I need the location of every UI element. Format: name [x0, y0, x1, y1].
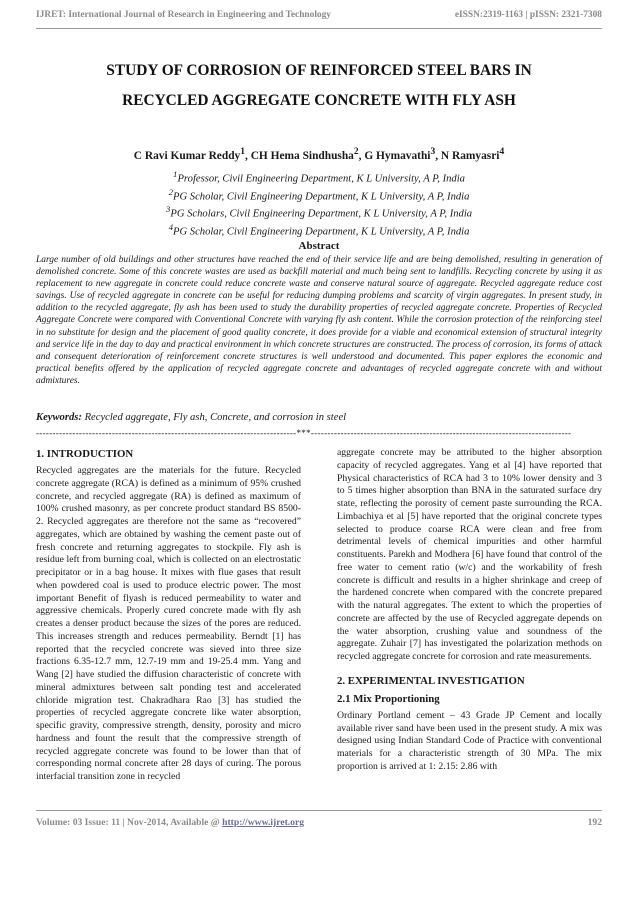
footer-rule: [36, 810, 602, 811]
affiliation-text: PG Scholar, Civil Engineering Department, K L University, A P, India: [173, 226, 470, 238]
affiliation-sup: 1: [173, 169, 178, 179]
running-footer: [36, 817, 602, 828]
author-sup: 4: [499, 147, 505, 157]
page-number: 192: [587, 817, 602, 828]
right-column: [337, 447, 602, 774]
journal-url-link[interactable]: http://www.ijret.org: [222, 817, 305, 828]
author-name: CH Hema Sindhusha: [250, 149, 354, 162]
affiliations: [10, 168, 628, 238]
affiliation-line: [10, 186, 628, 204]
author-name: N Ramyasri: [440, 149, 500, 162]
abstract-heading: Abstract: [298, 240, 340, 252]
author-sup: 2: [353, 147, 359, 157]
title-line-2: RECYCLED AGGREGATE CONCRETE WITH FLY ASH: [122, 92, 516, 109]
author-sup: 3: [430, 147, 436, 157]
affiliation-text: PG Scholars, Civil Engineering Department, K L University, A P, India: [170, 208, 473, 220]
affiliation-text: PG Scholar, Civil Engineering Department, K L University, A P, India: [173, 191, 470, 203]
section-separator: [36, 428, 602, 440]
journal-name: IJRET: International Journal of Research in Engineering and Technology: [36, 10, 331, 20]
abstract-text: Large number of old buildings and other structures have reached the end of their service life and are being demolished, resulting in generation of demolished concrete. Some of this concrete wastes are used as backfill material and much being sent to landfills. Recycling concrete by using it as replacement to new aggregate in concrete could reduce concrete waste and conserve natural source of aggregate. Recycled aggregate reduce cost savings. Use of recycled aggregate in concrete can be useful for reducing dumping problems and scarcity of virgin aggregates. In present study, in addition to the recycled aggregate, fly ash has been used to study the durability properties of recycled aggregate concrete. Properties of Recycled Aggregate Concrete were compared with Conventional Concrete with varying fly ash content. While the corrosion protection of the reinforcing steel in no substitute for design and the placement of good quality concrete, it does provide for a viable and economical extension of structural integrity and service life in the day to day and practical environment in which concrete structures are constructed. The process of corrosion, its forms of attack and consequent deterioration of reinforcement concrete structures is well understood and documented. This paper explores the economic and practical benefits offered by the application of recycled aggregate concrete and advantages of recycled aggregate concrete with and without admixtures.: [36, 255, 602, 386]
affiliation-sup: 2: [168, 186, 173, 197]
affiliation-line: [10, 168, 628, 186]
introduction-continued-text: aggregate concrete may be attributed to the higher absorption capacity of recycled aggregates. Yang et al [4] have reported that Physical characteristics of RCA had 3 to 10% lower density and 3 to 5 times higher absorption than BNA in the saturated surface dry state, reflecting the porosity of cement paste surrounding the RCA. Limbachiya et al [5] have reported that the original concrete types selected to produce coarse RCA were clean and free from detrimental levels of chemical impurities and other harmful constituents. Parekh and Modhera [6] have found that control of the free water to cement ratio (w/c) and the workability of fresh concrete is difficult and results in a higher shrinkage and creep of the hardened concrete when compared with the concrete prepared with the natural aggregates. The extent to which the properties of concrete are affected by the use of Recycled aggregate depends on the water absorption, crushing value and soundness of the aggregate. Zuhair [7] has investigated the polarization methods on recycled aggregate concrete for corrosion and rate measurements.: [337, 447, 602, 662]
mix-proportioning-text: Ordinary Portland cement – 43 Grade JP Cement and locally available river sand have been used in the present study. A mix was designed using Indian Standard Code of Practice with conventional materials for a characteristic strength of 30 MPa. The mix proportion is arrived at 1: 2.15: 2.86 with: [337, 709, 602, 772]
paper-title: [20, 60, 618, 111]
affiliation-line: [10, 203, 628, 221]
separator-left: -------------------------------------------------------------------------------: [36, 428, 297, 438]
keywords-text: Recycled aggregate, Fly ash, Concrete, and corrosion in steel: [84, 412, 347, 423]
keywords: [36, 412, 602, 423]
affiliation-sup: 4: [168, 221, 173, 232]
keywords-label: Keywords:: [36, 412, 82, 423]
affiliation-sup: 3: [165, 204, 171, 215]
header-rule: [36, 28, 602, 29]
separator-right: -------------------------------------------------------------------------------: [310, 428, 572, 438]
running-header: [36, 10, 602, 24]
issn-text: eISSN:2319-1163 | pISSN: 2321-7308: [454, 10, 602, 20]
author-sup: 1: [240, 147, 245, 157]
affiliation-text: Professor, Civil Engineering Department, K L University, A P, India: [177, 173, 465, 185]
affiliation-line: [10, 221, 628, 239]
left-column: [36, 447, 301, 784]
author-name: C Ravi Kumar Reddy: [133, 149, 241, 162]
separator-mark: ***: [296, 428, 311, 438]
volume-info: Volume: 03 Issue: 11 | Nov-2014, Available @: [36, 817, 223, 828]
author-list: C Ravi Kumar Reddy$^1$, CH Hema Sindhusha$^2$, G Hymavathi$^3$, N Ramyasri$^4$: [133, 147, 505, 162]
title-line-1: STUDY OF CORROSION OF REINFORCED STEEL BARS IN: [106, 62, 532, 79]
introduction-text: Recycled aggregates are the materials for the future. Recycled concrete aggregate (RCA) is defined as a minimum of 95% crushed concrete, and recycled aggregate (RA) is defined as maximum of 100% crushed masonry, as per concrete product standard BS 8500-2. Recycled aggregates are therefore not the same as “recovered” aggregates, which are obtained by washing the cement paste out of fresh concrete and returning aggregates to stockpile. Fly ash is residue left from burning coal, which is collected on an electrostatic precipitator or in a bag house. It mixes with flue gases that result when powdered coal is used to produce electric power. The most important Benefit of flyash is reduced permeability to water and aggressive chemicals. Properly cured concrete made with fly ash creates a denser product because the sizes of the pores are reduced. This increases strength and reduces permeability. Berndt [1] has reported that the recycled concrete was sieved into three size fractions 6.35-12.7 mm, 12.7-19 mm and 19-25.4 mm. Yang and Wang [2] have studied the diffusion characteristic of concrete with mineral admixtures between salt ponding test and accelerated chloride migration test. Chakradhara Rao [3] has studied the properties of recycled aggregate concrete like water absorption, specific gravity, compressive strength, density, porosity and micro hardness and fount the result that the compressive strength of recycled aggregate concrete was found to be lower than that of corresponding normal concrete after 28 days of curing. The porous interfacial transition zone in recycled: [36, 465, 301, 782]
author-name: G Hymavathi: [364, 149, 431, 162]
section-heading-experimental: 2. EXPERIMENTAL INVESTIGATION: [337, 674, 525, 687]
subsection-heading-mix: 2.1 Mix Proportioning: [337, 692, 440, 705]
section-heading-introduction: 1. INTRODUCTION: [36, 448, 134, 460]
